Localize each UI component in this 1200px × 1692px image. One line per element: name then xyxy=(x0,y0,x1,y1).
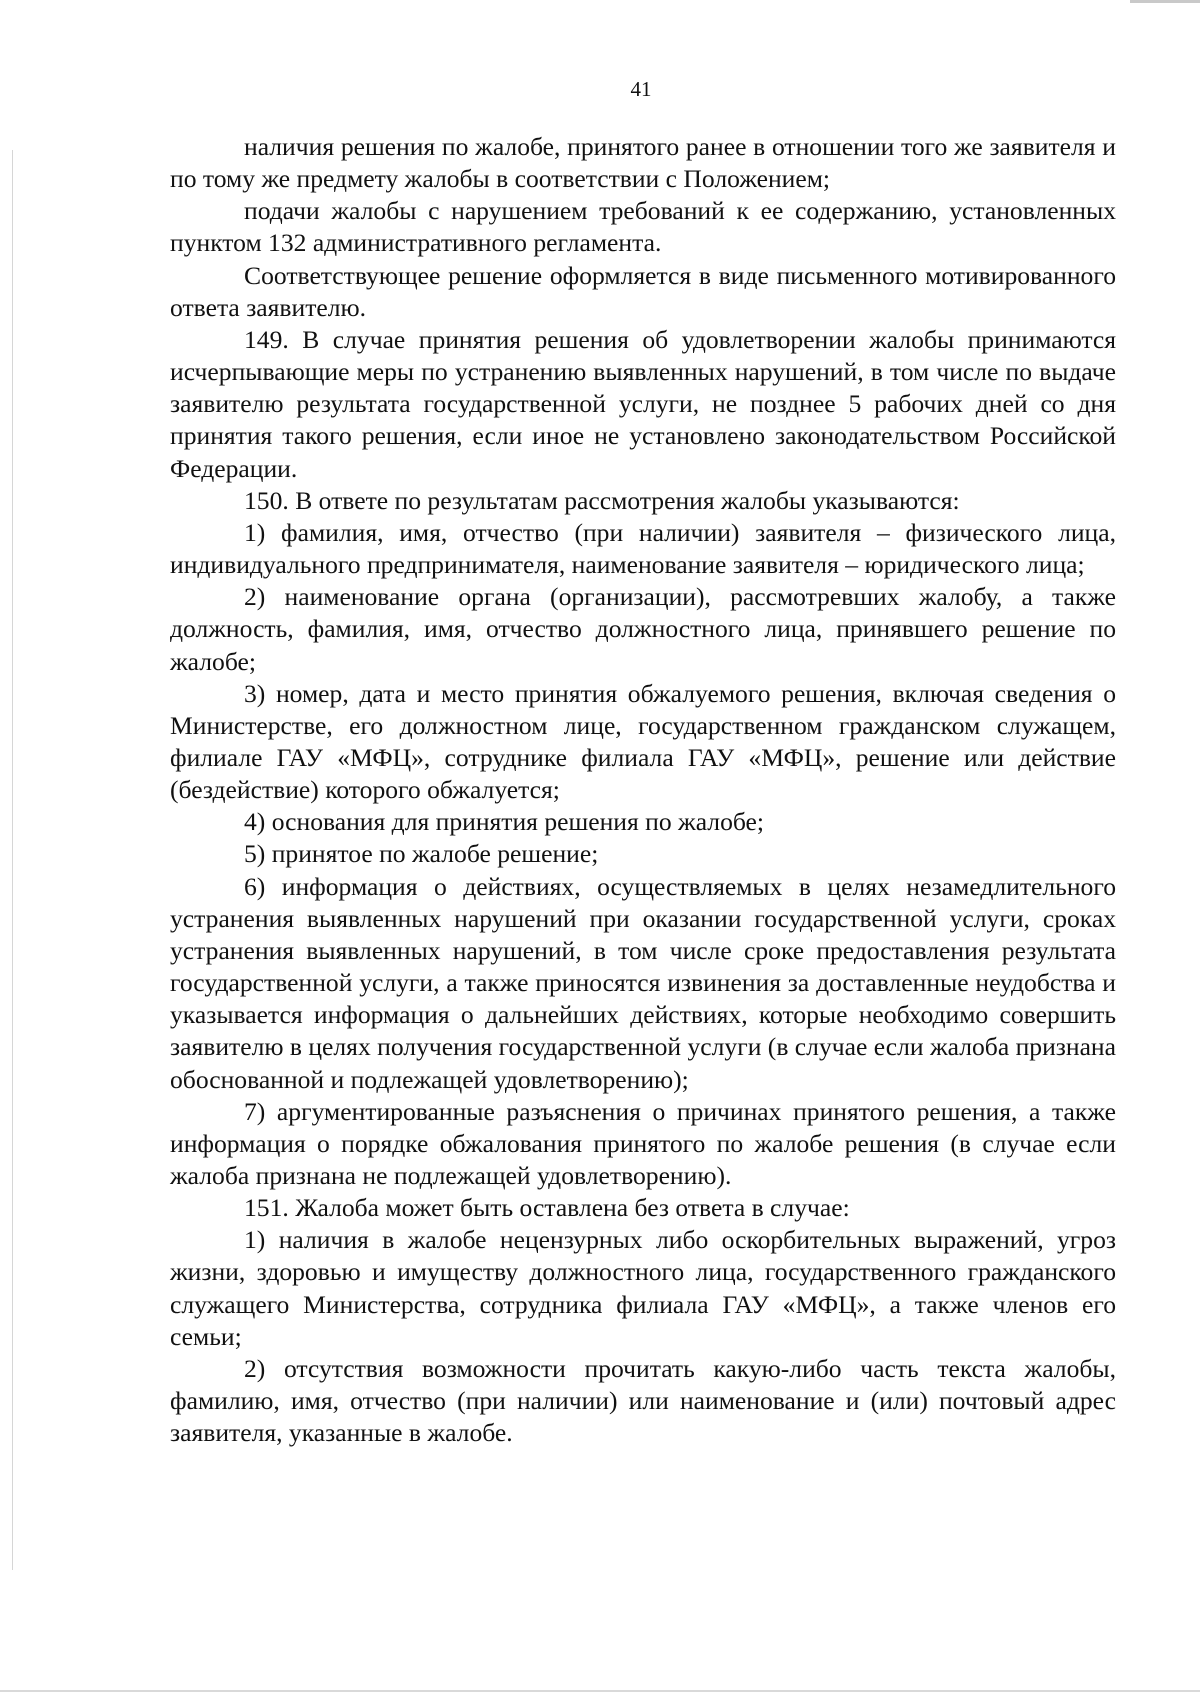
paragraph: Соответствующее решение оформляется в виде письменного мотивированного ответа заявителю. xyxy=(170,260,1116,322)
paragraph: 5) принятое по жалобе решение; xyxy=(244,839,599,869)
paragraph: 1) фамилия, имя, отчество (при наличии) заявителя – физического лица, индивидуального предпринимателя, наименование заявителя – юридического лица; xyxy=(170,517,1116,580)
paragraph: 3) номер, дата и место принятия обжалуемого решения, включая сведения о Министерстве, его должностном лице, государственном гражданском служащем, филиале ГАУ «МФЦ», сотруднике филиала ГАУ «МФЦ», решение или действие (бездействие) которого обжалуется; xyxy=(170,678,1116,805)
paragraph: 151. Жалоба может быть оставлена без ответа в случае: xyxy=(244,1193,850,1223)
scan-edge-top xyxy=(1130,0,1200,3)
paragraph: 149. В случае принятия решения об удовлетворении жалобы принимаются исчерпывающие меры по устранению выявленных нарушений, в том числе по выдаче заявителю результата государственной услуги, не позднее 5 рабочих дней со дня принятия такого решения, если иное не установлено законодательством Российской Федерации. xyxy=(170,324,1116,483)
paragraph: 7) аргументированные разъяснения о причинах принятого решения, а также информация о порядке обжалования принятого по жалобе решения (в случае если жалоба признана не подлежащей удовлетворению). xyxy=(170,1096,1116,1190)
paragraph: 6) информация о действиях, осуществляемых в целях незамедлительного устранения выявленных нарушений при оказании государственной услуги, сроках устранения выявленных нарушений, в том числе сроке предоставления результата государственной услуги, а также приносятся извинения за доставленные неудобства и указывается информация о дальнейших действиях, которые необходимо совершить заявителю в целях получения государственной услуги (в случае если жалоба признана обоснованной и подлежащей удовлетворению); xyxy=(170,871,1116,1094)
paragraph: наличия решения по жалобе, принятого ранее в отношении того же заявителя и по тому же предмету жалобы в соответствии с Положением; xyxy=(170,132,1116,194)
paragraph: 1) наличия в жалобе нецензурных либо оскорбительных выражений, угроз жизни, здоровью и имуществу должностного лица, государственного гражданского служащего Министерства, сотрудника филиала ГАУ «МФЦ», а также членов его семьи; xyxy=(170,1225,1116,1351)
paragraph: 150. В ответе по результатам рассмотрения жалобы указываются: xyxy=(244,485,960,515)
paragraph: 2) отсутствия возможности прочитать какую-либо часть текста жалобы, фамилию, имя, отчество (при наличии) или наименование и (или) почтовый адрес заявителя, указанные в жалобе. xyxy=(170,1353,1116,1448)
paragraph: подачи жалобы с нарушением требований к ее содержанию, установленных пунктом 132 административного регламента. xyxy=(170,196,1116,258)
scan-edge-left xyxy=(12,150,13,1570)
paragraph: 4) основания для принятия решения по жалобе; xyxy=(244,807,765,837)
document-body xyxy=(170,131,1116,1449)
paragraph: 2) наименование органа (организации), рассмотревших жалобу, а также должность, фамилия, имя, отчество должностного лица, принявшего решение по жалобе; xyxy=(170,582,1116,676)
page-number: 41 xyxy=(630,77,652,101)
